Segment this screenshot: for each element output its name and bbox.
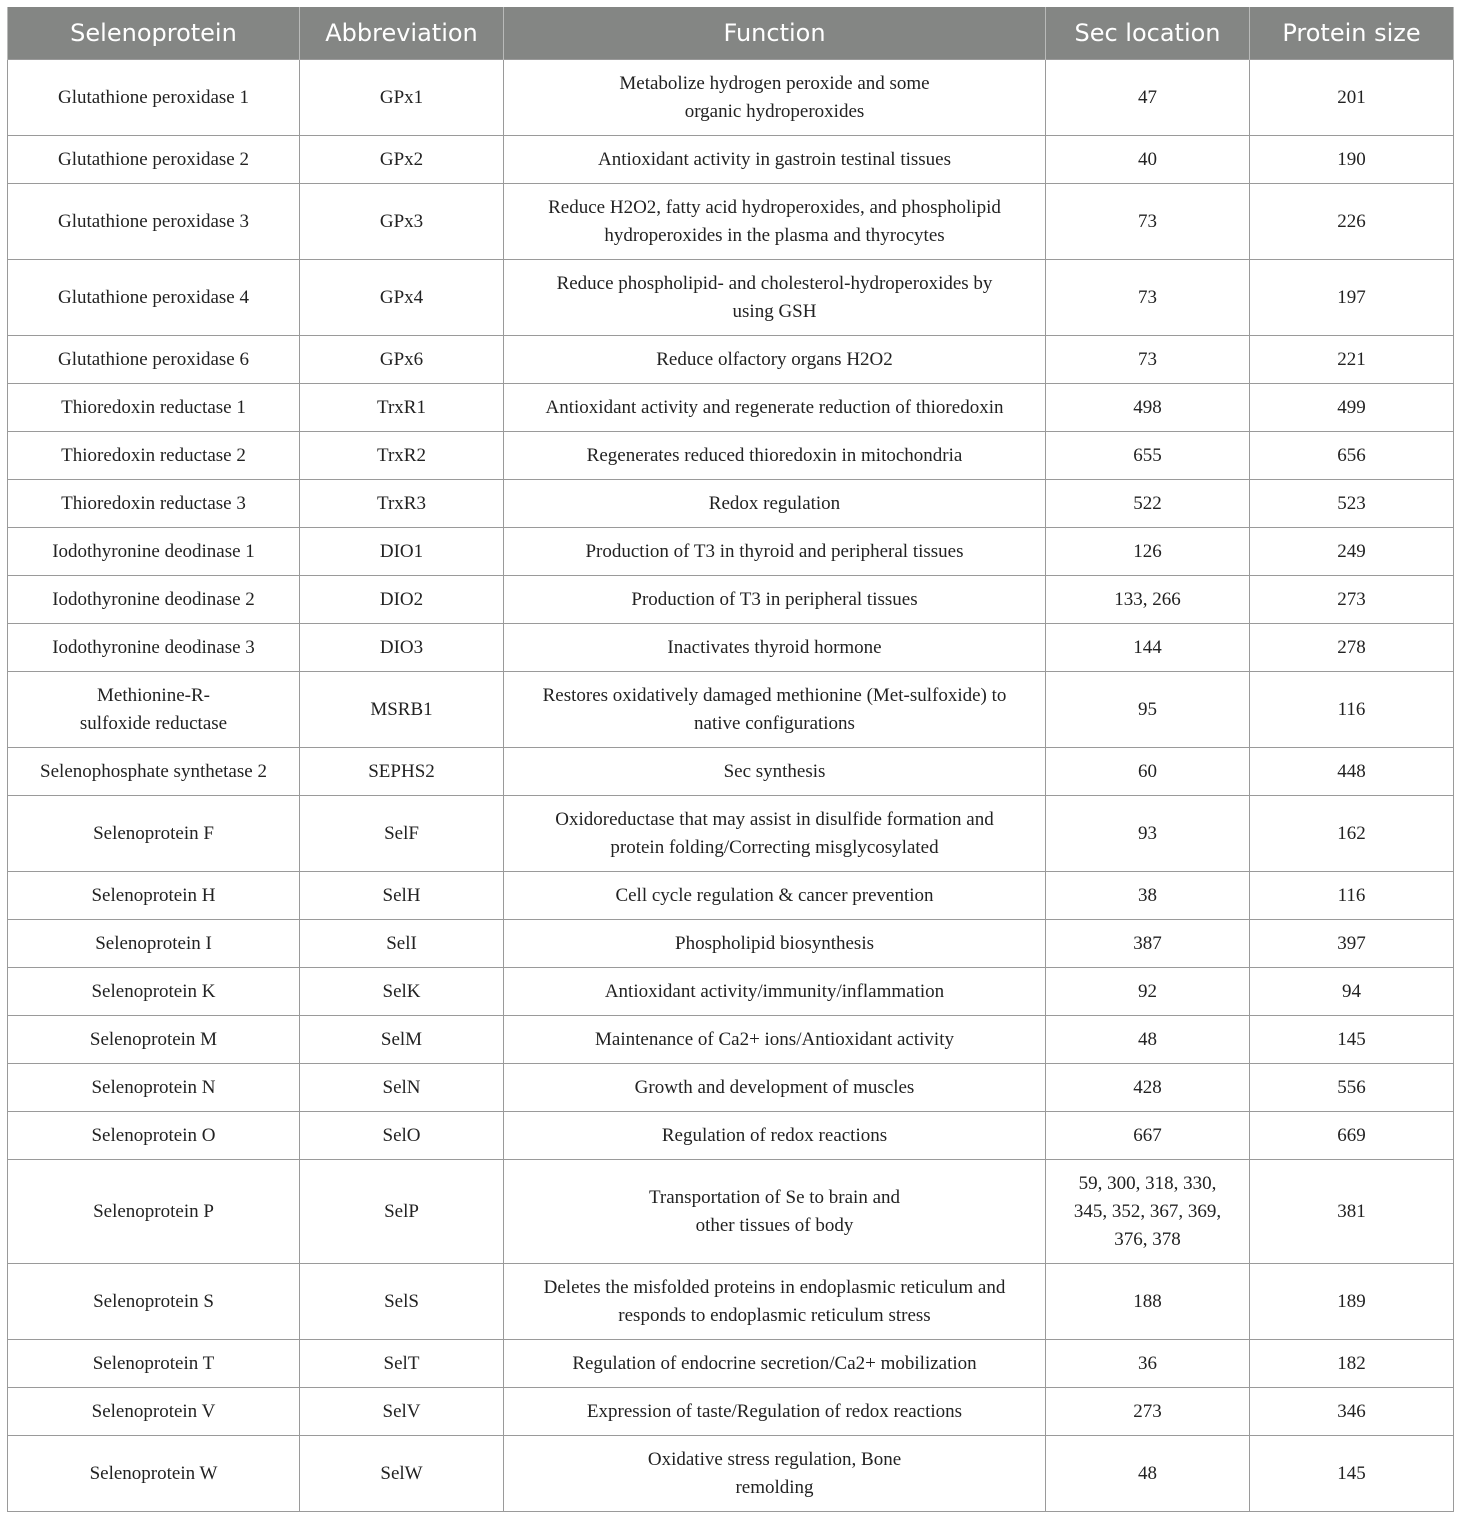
cell-sec-location: 47 — [1046, 60, 1250, 136]
column-header-function: Function — [504, 7, 1046, 60]
table-row — [8, 432, 1454, 480]
cell-function: Reduce phospholipid- and cholesterol-hydroperoxides by using GSH — [504, 260, 1046, 336]
cell-abbreviation: TrxR1 — [300, 384, 504, 432]
cell-protein-size: 190 — [1250, 136, 1454, 184]
cell-abbreviation: DIO2 — [300, 576, 504, 624]
cell-sec-location: 73 — [1046, 184, 1250, 260]
cell-sec-location: 60 — [1046, 748, 1250, 796]
cell-abbreviation: SelN — [300, 1064, 504, 1112]
cell-abbreviation: GPx2 — [300, 136, 504, 184]
cell-function: Reduce H2O2, fatty acid hydroperoxides, and phospholipid hydroperoxides in the plasma and thyrocytes — [504, 184, 1046, 260]
cell-function: Production of T3 in thyroid and peripheral tissues — [504, 528, 1046, 576]
cell-sec-location: 48 — [1046, 1016, 1250, 1064]
cell-protein-size: 116 — [1250, 872, 1454, 920]
cell-function: Production of T3 in peripheral tissues — [504, 576, 1046, 624]
cell-protein-size: 116 — [1250, 672, 1454, 748]
cell-function: Transportation of Se to brain and other tissues of body — [504, 1160, 1046, 1264]
table-row — [8, 1436, 1454, 1512]
cell-protein-size: 556 — [1250, 1064, 1454, 1112]
table-row — [8, 968, 1454, 1016]
table-body — [8, 60, 1454, 1512]
cell-function: Metabolize hydrogen peroxide and some organic hydroperoxides — [504, 60, 1046, 136]
cell-function: Sec synthesis — [504, 748, 1046, 796]
cell-protein-size: 162 — [1250, 796, 1454, 872]
cell-function: Deletes the misfolded proteins in endoplasmic reticulum and responds to endoplasmic reticulum stress — [504, 1264, 1046, 1340]
table-row — [8, 528, 1454, 576]
column-header-selenoprotein: Selenoprotein — [8, 7, 300, 60]
cell-abbreviation: SelK — [300, 968, 504, 1016]
cell-abbreviation: DIO1 — [300, 528, 504, 576]
table-container — [7, 7, 1453, 1512]
table-row — [8, 184, 1454, 260]
cell-sec-location: 522 — [1046, 480, 1250, 528]
cell-selenoprotein: Glutathione peroxidase 3 — [8, 184, 300, 260]
cell-protein-size: 182 — [1250, 1340, 1454, 1388]
cell-abbreviation: SelH — [300, 872, 504, 920]
cell-function: Redox regulation — [504, 480, 1046, 528]
table-row — [8, 920, 1454, 968]
table-row — [8, 1112, 1454, 1160]
cell-abbreviation: GPx1 — [300, 60, 504, 136]
cell-function: Growth and development of muscles — [504, 1064, 1046, 1112]
cell-protein-size: 94 — [1250, 968, 1454, 1016]
cell-protein-size: 523 — [1250, 480, 1454, 528]
cell-selenoprotein: Thioredoxin reductase 3 — [8, 480, 300, 528]
cell-function: Regenerates reduced thioredoxin in mitochondria — [504, 432, 1046, 480]
cell-selenoprotein: Selenoprotein H — [8, 872, 300, 920]
cell-selenoprotein: Selenoprotein W — [8, 1436, 300, 1512]
cell-sec-location: 38 — [1046, 872, 1250, 920]
cell-function: Phospholipid biosynthesis — [504, 920, 1046, 968]
cell-protein-size: 346 — [1250, 1388, 1454, 1436]
table-row — [8, 136, 1454, 184]
cell-function: Regulation of redox reactions — [504, 1112, 1046, 1160]
cell-selenoprotein: Glutathione peroxidase 6 — [8, 336, 300, 384]
cell-sec-location: 93 — [1046, 796, 1250, 872]
cell-protein-size: 397 — [1250, 920, 1454, 968]
cell-selenoprotein: Selenoprotein K — [8, 968, 300, 1016]
cell-protein-size: 145 — [1250, 1016, 1454, 1064]
cell-protein-size: 499 — [1250, 384, 1454, 432]
cell-abbreviation: SelI — [300, 920, 504, 968]
cell-abbreviation: SelP — [300, 1160, 504, 1264]
column-header-sec-location: Sec location — [1046, 7, 1250, 60]
header-row — [8, 7, 1454, 60]
cell-abbreviation: GPx3 — [300, 184, 504, 260]
table-row — [8, 384, 1454, 432]
cell-selenoprotein: Selenoprotein O — [8, 1112, 300, 1160]
cell-selenoprotein: Glutathione peroxidase 2 — [8, 136, 300, 184]
cell-protein-size: 669 — [1250, 1112, 1454, 1160]
cell-abbreviation: SelM — [300, 1016, 504, 1064]
cell-selenoprotein: Selenophosphate synthetase 2 — [8, 748, 300, 796]
cell-protein-size: 278 — [1250, 624, 1454, 672]
cell-function: Reduce olfactory organs H2O2 — [504, 336, 1046, 384]
cell-function: Antioxidant activity/immunity/inflammation — [504, 968, 1046, 1016]
selenoprotein-table — [7, 7, 1454, 1512]
cell-sec-location: 59, 300, 318, 330, 345, 352, 367, 369, 376, 378 — [1046, 1160, 1250, 1264]
table-header — [8, 7, 1454, 60]
cell-protein-size: 189 — [1250, 1264, 1454, 1340]
cell-abbreviation: TrxR2 — [300, 432, 504, 480]
table-row — [8, 480, 1454, 528]
cell-protein-size: 145 — [1250, 1436, 1454, 1512]
cell-abbreviation: MSRB1 — [300, 672, 504, 748]
cell-selenoprotein: Iodothyronine deodinase 1 — [8, 528, 300, 576]
cell-sec-location: 73 — [1046, 336, 1250, 384]
cell-abbreviation: GPx6 — [300, 336, 504, 384]
cell-sec-location: 95 — [1046, 672, 1250, 748]
cell-abbreviation: SelF — [300, 796, 504, 872]
cell-protein-size: 197 — [1250, 260, 1454, 336]
cell-sec-location: 133, 266 — [1046, 576, 1250, 624]
cell-function: Oxidoreductase that may assist in disulfide formation and protein folding/Correcting misglycosylated — [504, 796, 1046, 872]
cell-sec-location: 387 — [1046, 920, 1250, 968]
cell-abbreviation: SelV — [300, 1388, 504, 1436]
table-row — [8, 1160, 1454, 1264]
cell-protein-size: 201 — [1250, 60, 1454, 136]
cell-selenoprotein: Selenoprotein N — [8, 1064, 300, 1112]
cell-protein-size: 381 — [1250, 1160, 1454, 1264]
table-row — [8, 60, 1454, 136]
cell-sec-location: 144 — [1046, 624, 1250, 672]
table-row — [8, 748, 1454, 796]
cell-abbreviation: SelO — [300, 1112, 504, 1160]
cell-selenoprotein: Selenoprotein S — [8, 1264, 300, 1340]
cell-protein-size: 226 — [1250, 184, 1454, 260]
cell-sec-location: 48 — [1046, 1436, 1250, 1512]
cell-function: Inactivates thyroid hormone — [504, 624, 1046, 672]
table-row — [8, 1264, 1454, 1340]
column-header-abbreviation: Abbreviation — [300, 7, 504, 60]
cell-sec-location: 428 — [1046, 1064, 1250, 1112]
cell-function: Antioxidant activity and regenerate reduction of thioredoxin — [504, 384, 1046, 432]
cell-abbreviation: SelT — [300, 1340, 504, 1388]
cell-selenoprotein: Iodothyronine deodinase 3 — [8, 624, 300, 672]
table-row — [8, 872, 1454, 920]
table-row — [8, 1340, 1454, 1388]
cell-function: Oxidative stress regulation, Bone remolding — [504, 1436, 1046, 1512]
cell-selenoprotein: Thioredoxin reductase 2 — [8, 432, 300, 480]
cell-function: Expression of taste/Regulation of redox reactions — [504, 1388, 1046, 1436]
table-row — [8, 796, 1454, 872]
cell-function: Maintenance of Ca2+ ions/Antioxidant activity — [504, 1016, 1046, 1064]
cell-sec-location: 498 — [1046, 384, 1250, 432]
cell-selenoprotein: Thioredoxin reductase 1 — [8, 384, 300, 432]
table-row — [8, 1388, 1454, 1436]
cell-abbreviation: SelW — [300, 1436, 504, 1512]
cell-function: Regulation of endocrine secretion/Ca2+ mobilization — [504, 1340, 1046, 1388]
cell-sec-location: 36 — [1046, 1340, 1250, 1388]
cell-function: Antioxidant activity in gastroin testinal tissues — [504, 136, 1046, 184]
cell-abbreviation: SelS — [300, 1264, 504, 1340]
table-row — [8, 1064, 1454, 1112]
cell-protein-size: 448 — [1250, 748, 1454, 796]
cell-selenoprotein: Selenoprotein I — [8, 920, 300, 968]
cell-selenoprotein: Selenoprotein F — [8, 796, 300, 872]
cell-sec-location: 188 — [1046, 1264, 1250, 1340]
cell-abbreviation: GPx4 — [300, 260, 504, 336]
cell-selenoprotein: Selenoprotein V — [8, 1388, 300, 1436]
cell-protein-size: 273 — [1250, 576, 1454, 624]
cell-sec-location: 40 — [1046, 136, 1250, 184]
cell-selenoprotein: Selenoprotein T — [8, 1340, 300, 1388]
cell-selenoprotein: Methionine-R- sulfoxide reductase — [8, 672, 300, 748]
cell-sec-location: 655 — [1046, 432, 1250, 480]
table-row — [8, 1016, 1454, 1064]
cell-sec-location: 273 — [1046, 1388, 1250, 1436]
cell-sec-location: 73 — [1046, 260, 1250, 336]
cell-protein-size: 249 — [1250, 528, 1454, 576]
cell-selenoprotein: Selenoprotein P — [8, 1160, 300, 1264]
cell-selenoprotein: Selenoprotein M — [8, 1016, 300, 1064]
column-header-protein-size: Protein size — [1250, 7, 1454, 60]
table-row — [8, 260, 1454, 336]
cell-protein-size: 221 — [1250, 336, 1454, 384]
cell-selenoprotein: Glutathione peroxidase 1 — [8, 60, 300, 136]
cell-selenoprotein: Glutathione peroxidase 4 — [8, 260, 300, 336]
cell-function: Restores oxidatively damaged methionine (Met-sulfoxide) to native configurations — [504, 672, 1046, 748]
cell-sec-location: 92 — [1046, 968, 1250, 1016]
cell-protein-size: 656 — [1250, 432, 1454, 480]
cell-abbreviation: SEPHS2 — [300, 748, 504, 796]
table-row — [8, 336, 1454, 384]
cell-sec-location: 126 — [1046, 528, 1250, 576]
table-row — [8, 576, 1454, 624]
cell-sec-location: 667 — [1046, 1112, 1250, 1160]
table-row — [8, 624, 1454, 672]
cell-abbreviation: DIO3 — [300, 624, 504, 672]
cell-selenoprotein: Iodothyronine deodinase 2 — [8, 576, 300, 624]
cell-function: Cell cycle regulation & cancer prevention — [504, 872, 1046, 920]
cell-abbreviation: TrxR3 — [300, 480, 504, 528]
table-row — [8, 672, 1454, 748]
